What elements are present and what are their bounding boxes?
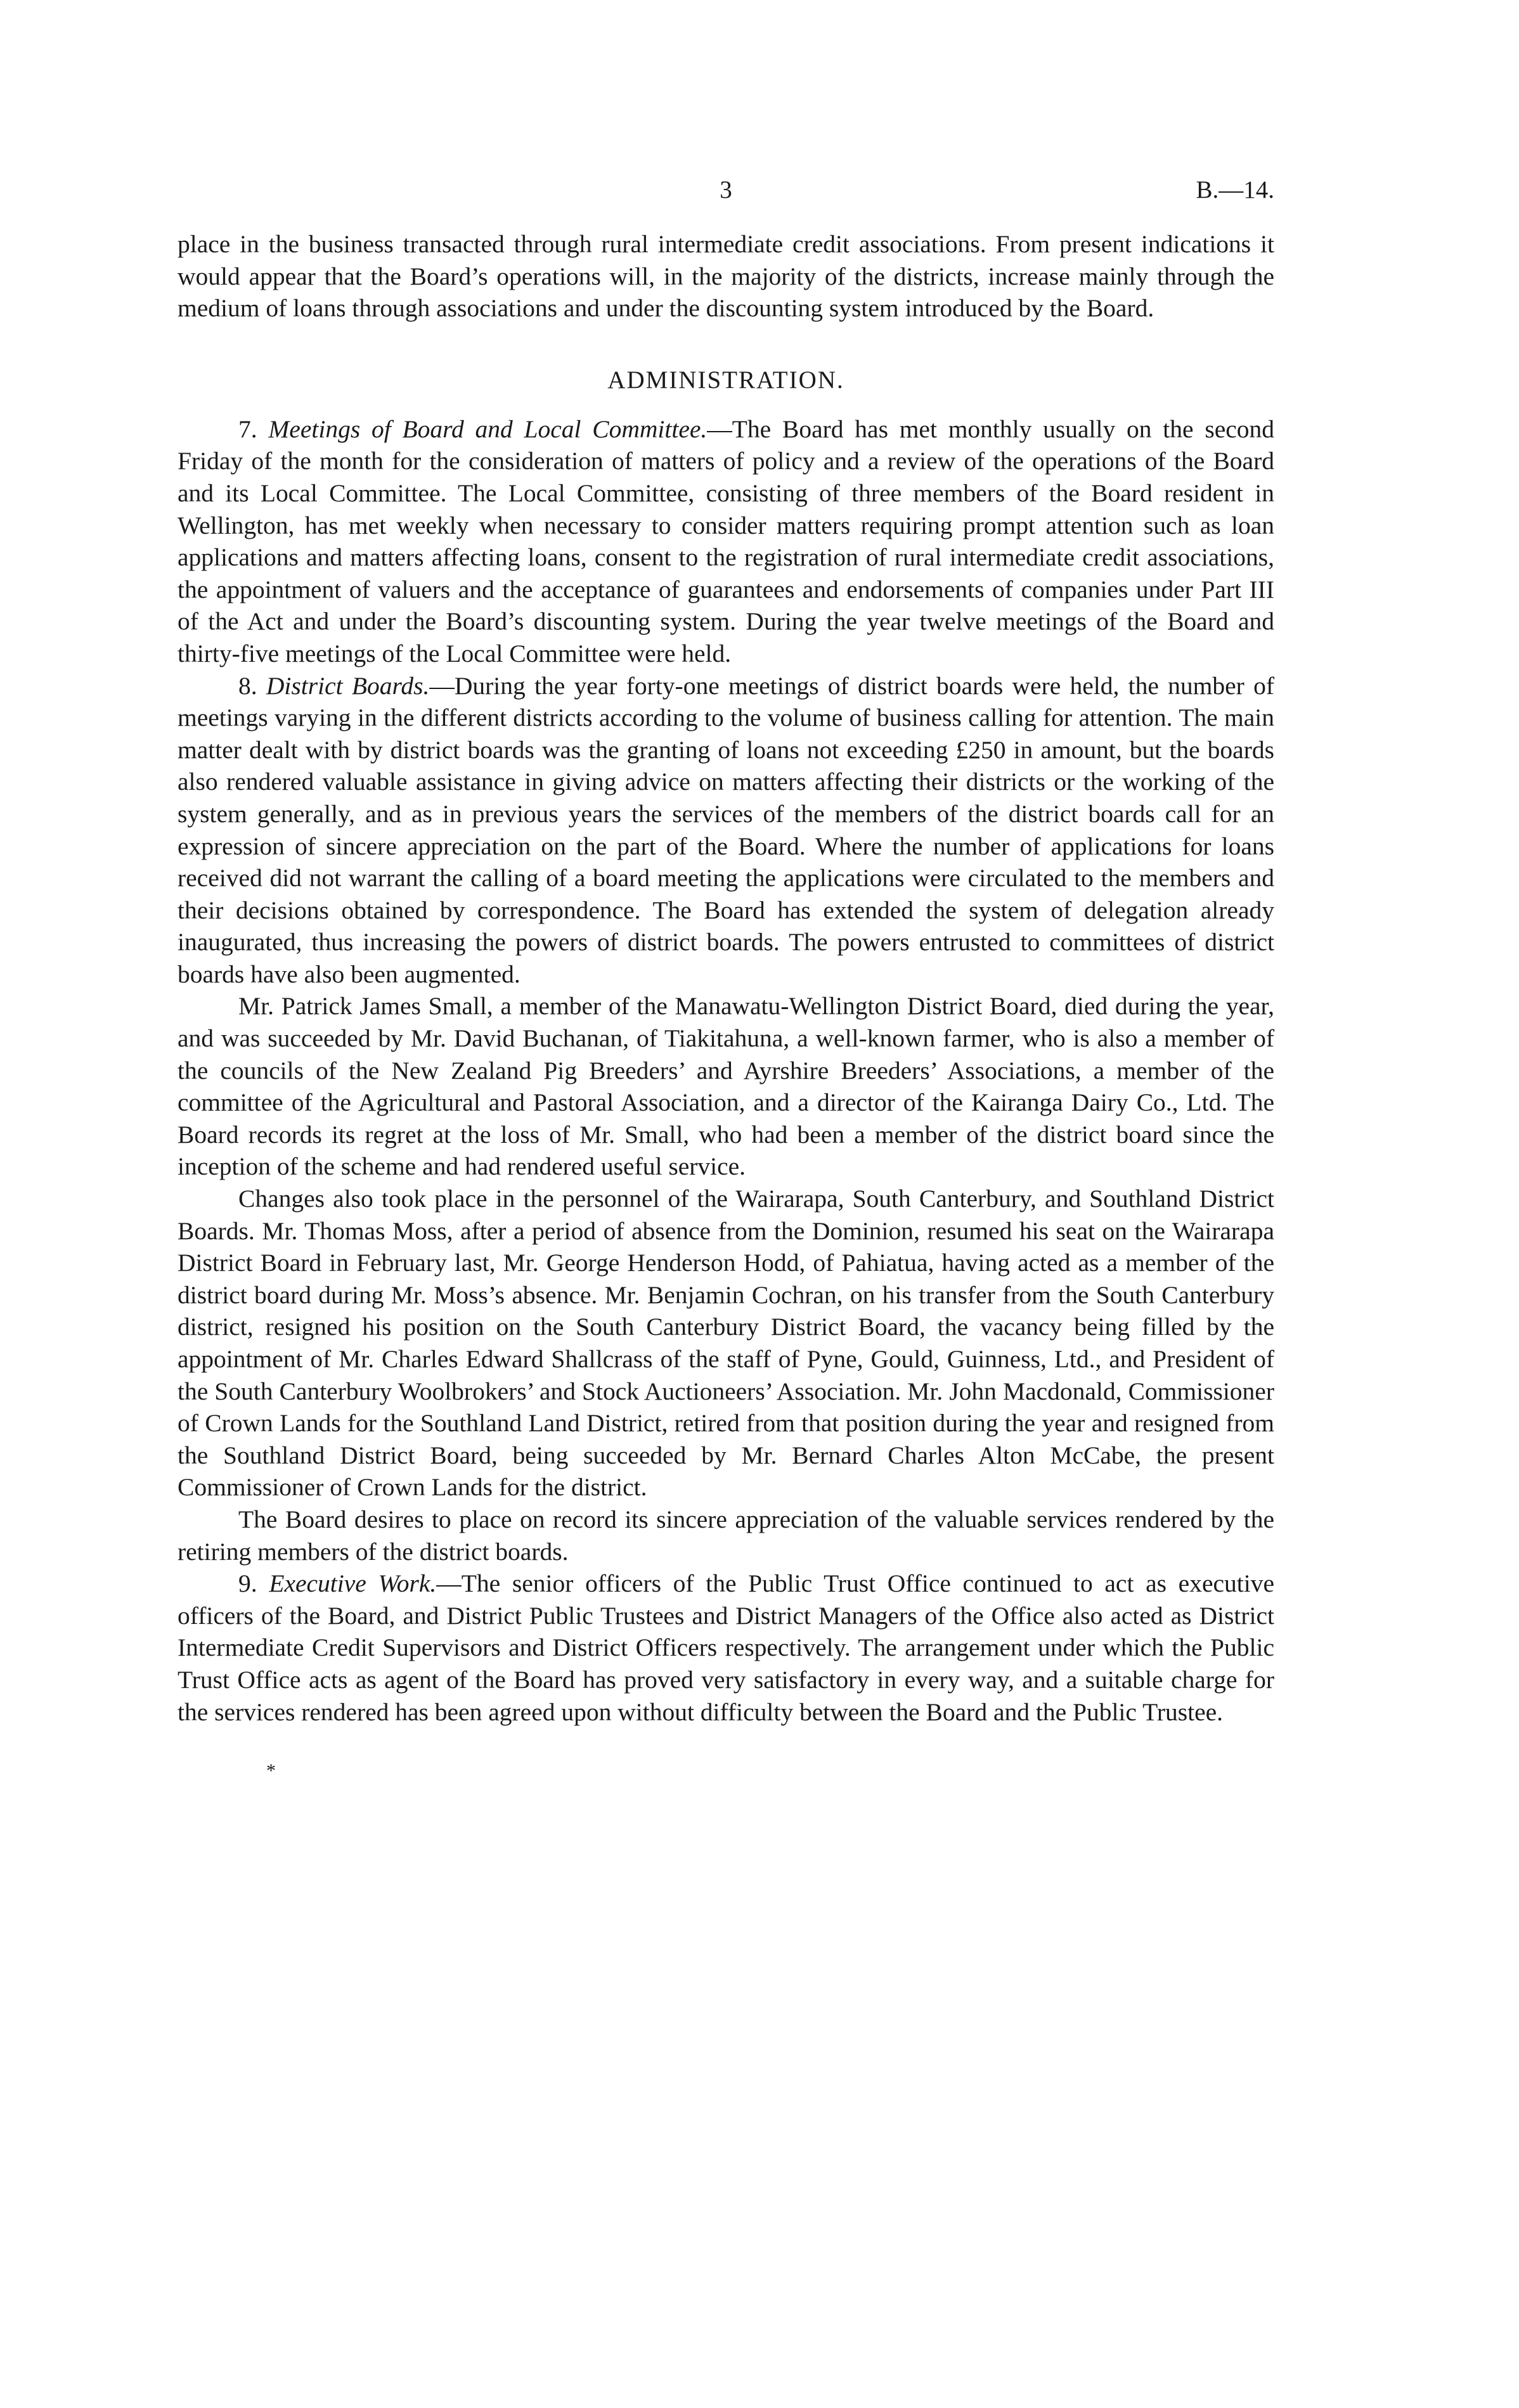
paragraph-text: —During the year forty-one meetings of district boards were held, the number of meetings varying in the different districts according to the volume of business calling for attention. The main matter dealt with by district boards was the granting of loans not exceeding £250 in amount, but the boards also rendered valuable assistance in giving advice on matters affecting their districts or the working of the system generally, and as in previous years the services of the members of the district boards call for an expression of sincere appreciation on the part of the Board. Where the number of applications for loans received did not warrant the calling of a board meeting the applications were circulated to the members and their decisions obtained by correspondence. The Board has extended the system of delegation already inaugurated, thus increasing the powers of district boards. The powers entrusted to committees of district boards have also been augmented. [178, 671, 1274, 988]
paragraph-title: Executive Work. [269, 1569, 437, 1598]
paragraph-number: 7. [238, 415, 257, 443]
paragraph-small-succession [178, 990, 1274, 1183]
page-header [178, 171, 1274, 228]
intro-paragraph: place in the business transacted through rural intermediate credit associations. From present indications it would appear that the Board’s operations will, in the majority of the districts, increase mainly through the medium of loans through associations and under the discounting system introduced by the Board. [178, 230, 1274, 323]
paragraph-text: Changes also took place in the personnel of the Wairarapa, South Canterbury, and Southland District Boards. Mr. Thomas Moss, after a period of absence from the Dominion, resumed his seat on the Wairarapa District Board in February last, Mr. George Henderson Hodd, of Pahiatua, having acted as a member of the district board during Mr. Moss’s absence. Mr. Benjamin Cochran, on his transfer from the South Canterbury district, resigned his position on the South Canterbury District Board, the vacancy being filled by the appointment of Mr. Charles Edward Shallcrass of the staff of Pyne, Gould, Guinness, Ltd., and President of the South Canterbury Woolbrokers’ and Stock Auctioneers’ Association. Mr. John Macdonald, Commissioner of Crown Lands for the Southland Land District, retired from that position during the year and resigned from the Southland District Board, being succeeded by Mr. Bernard Charles Alton McCabe, the present Commissioner of Crown Lands for the district. [178, 1185, 1274, 1502]
footer-asterisk: * [266, 1760, 276, 1782]
document-reference: B.—14. [1196, 176, 1274, 203]
document-page [178, 171, 1274, 2352]
paragraph-number: 9. [238, 1569, 257, 1598]
paragraph-text: Mr. Patrick James Small, a member of the Manawatu-Wellington District Board, died during the year, and was succeeded by Mr. David Buchanan, of Tiakitahuna, a well-known farmer, who is also a member of the councils of the New Zealand Pig Breeders’ and Ayrshire Breeders’ Associations, a member of the committee of the Agricultural and Pastoral Association, and a director of the Kairanga Dairy Co., Ltd. The Board records its regret at the loss of Mr. Small, who had been a member of the district board since the inception of the scheme and had rendered useful service. [178, 992, 1274, 1181]
paragraph-title: District Boards. [266, 671, 430, 700]
paragraph-executive-work [178, 1568, 1274, 1728]
paragraph-text: The Board desires to place on record its sincere appreciation of the valuable services rendered by the retiring members of the district boards. [178, 1505, 1274, 1566]
paragraph-district-boards [178, 670, 1274, 991]
page-number: 3 [720, 176, 732, 203]
paragraph-title: Meetings of Board and Local Committee. [268, 415, 708, 443]
paragraph-personnel-changes [178, 1183, 1274, 1503]
paragraph-text: —The senior officers of the Public Trust Office continued to act as executive officers of the Board, and District Public Trustees and District Managers of the Office also acted as District Intermediate Credit Supervisors and District Officers respectively. The arrangement under which the Public Trust Office acts as agent of the Board has proved very satisfactory in every way, and a suitable charge for the services rendered has been agreed upon without difficulty between the Board and the Public Trustee. [178, 1569, 1275, 1726]
paragraph-text: —The Board has met monthly usually on the second Friday of the month for the consideration of matters of policy and a review of the operations of the Board and its Local Committee. The Local Committee, consisting of three members of the Board resident in Wellington, has met weekly when necessary to consider matters requiring prompt attention such as loan applications and matters affecting loans, consent to the registration of rural intermediate credit associations, the appointment of valuers and the acceptance of guarantees and endorsements of companies under Part III of the Act and under the Board’s discounting system. During the year twelve meetings of the Board and thirty-five meetings of the Local Committee were held. [178, 415, 1275, 667]
paragraph-meetings [178, 413, 1274, 670]
paragraph-number: 8. [238, 671, 257, 700]
section-heading: ADMINISTRATION. [607, 366, 844, 394]
body-text [178, 228, 1274, 1728]
paragraph-appreciation [178, 1503, 1274, 1568]
